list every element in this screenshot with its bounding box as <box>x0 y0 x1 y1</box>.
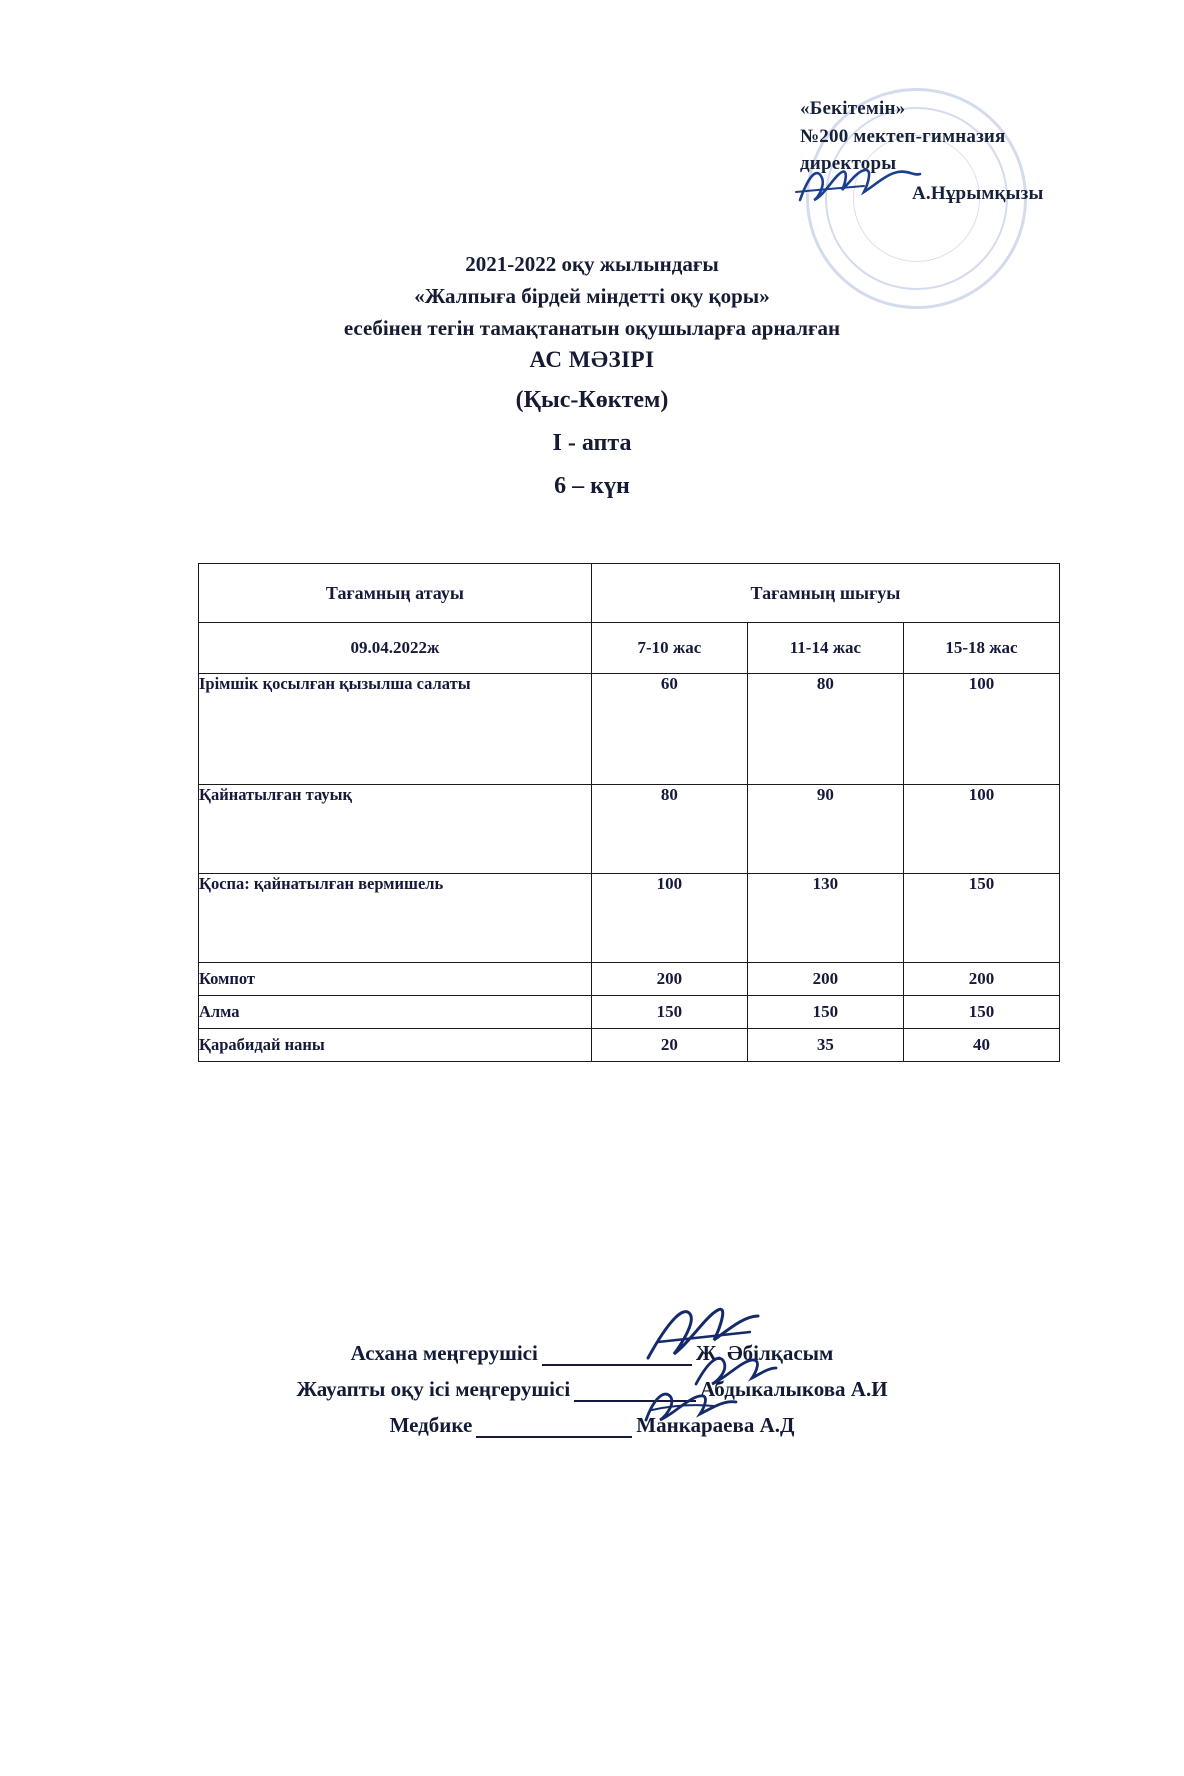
signature-line <box>542 1342 692 1366</box>
signature-label: Асхана меңгерушісі <box>350 1341 538 1365</box>
signature-row-deputy-head <box>0 1366 1184 1402</box>
dish-yield-7-10: 60 <box>591 674 747 785</box>
dish-yield-11-14: 90 <box>747 785 903 874</box>
dish-yield-15-18: 40 <box>903 1029 1059 1062</box>
age-group-2: 15-18 жас <box>903 623 1059 674</box>
dish-yield-11-14: 200 <box>747 963 903 996</box>
dish-yield-15-18: 150 <box>903 874 1059 963</box>
dish-name: Қарабидай наны <box>199 1029 592 1062</box>
title-line-2: «Жалпыға бірдей міндетті оқу қоры» <box>414 284 770 308</box>
age-group-1: 11-14 жас <box>747 623 903 674</box>
signature-row-nurse <box>0 1402 1184 1438</box>
approval-school-name: №200 мектеп-гимназия <box>800 125 1006 147</box>
table-row <box>199 963 1060 996</box>
dish-yield-7-10: 80 <box>591 785 747 874</box>
dish-yield-15-18: 150 <box>903 996 1059 1029</box>
column-header-dish-name: Тағамның атауы <box>199 564 592 623</box>
title-line-3: есебінен тегін тамақтанатын оқушыларға арналған <box>343 316 841 340</box>
approval-signature-row <box>800 178 1130 212</box>
table-row <box>199 874 1060 963</box>
dish-yield-15-18: 100 <box>903 674 1059 785</box>
title-week: I - апта <box>552 430 632 456</box>
dish-yield-15-18: 100 <box>903 785 1059 874</box>
age-group-0: 7-10 жас <box>591 623 747 674</box>
dish-yield-11-14: 35 <box>747 1029 903 1062</box>
dish-yield-7-10: 100 <box>591 874 747 963</box>
director-name: А.Нұрымқызы <box>912 182 1044 204</box>
signature-name: Абдыкалыкова А.И <box>700 1377 888 1401</box>
dish-name: Ірімшік қосылған қызылша салаты <box>199 674 592 785</box>
menu-date: 09.04.2022ж <box>199 623 592 674</box>
table-row <box>199 1029 1060 1062</box>
signature-label: Медбике <box>389 1413 473 1437</box>
signature-name: Ж. Әбілқасым <box>695 1341 834 1365</box>
dish-yield-11-14: 150 <box>747 996 903 1029</box>
signature-line <box>574 1378 696 1402</box>
title-season: (Қыс-Көктем) <box>515 387 669 413</box>
signature-block <box>0 1330 1184 1438</box>
dish-name: Қоспа: қайнатылған вермишель <box>199 874 592 963</box>
signature-row-canteen-manager <box>0 1330 1184 1366</box>
approval-role: директоры <box>800 153 897 175</box>
dish-yield-11-14: 80 <box>747 674 903 785</box>
column-header-dish-yield: Тағамның шығуы <box>591 564 1059 623</box>
table-date-row <box>199 623 1060 674</box>
dish-yield-7-10: 200 <box>591 963 747 996</box>
dish-yield-15-18: 200 <box>903 963 1059 996</box>
title-line-1: 2021-2022 оқу жылындағы <box>465 252 719 276</box>
table-row <box>199 996 1060 1029</box>
table-row <box>199 674 1060 785</box>
table-header-row <box>199 564 1060 623</box>
title-day: 6 – күн <box>554 473 630 499</box>
signature-name: Манкараева А.Д <box>636 1413 795 1437</box>
dish-yield-7-10: 20 <box>591 1029 747 1062</box>
signature-label: Жауапты оқу ісі меңгерушісі <box>296 1377 571 1401</box>
dish-name: Қайнатылған тауық <box>199 785 592 874</box>
dish-name: Алма <box>199 996 592 1029</box>
dish-yield-7-10: 150 <box>591 996 747 1029</box>
page-title: АС МӘЗІРІ <box>529 347 655 372</box>
menu-table <box>198 563 1060 1062</box>
signature-line <box>476 1414 632 1438</box>
dish-yield-11-14: 130 <box>747 874 903 963</box>
approval-confirm-word: «Бекітемін» <box>800 98 906 119</box>
approval-block <box>800 95 1130 212</box>
dish-name: Компот <box>199 963 592 996</box>
table-row <box>199 785 1060 874</box>
document-title-block <box>0 252 1184 500</box>
